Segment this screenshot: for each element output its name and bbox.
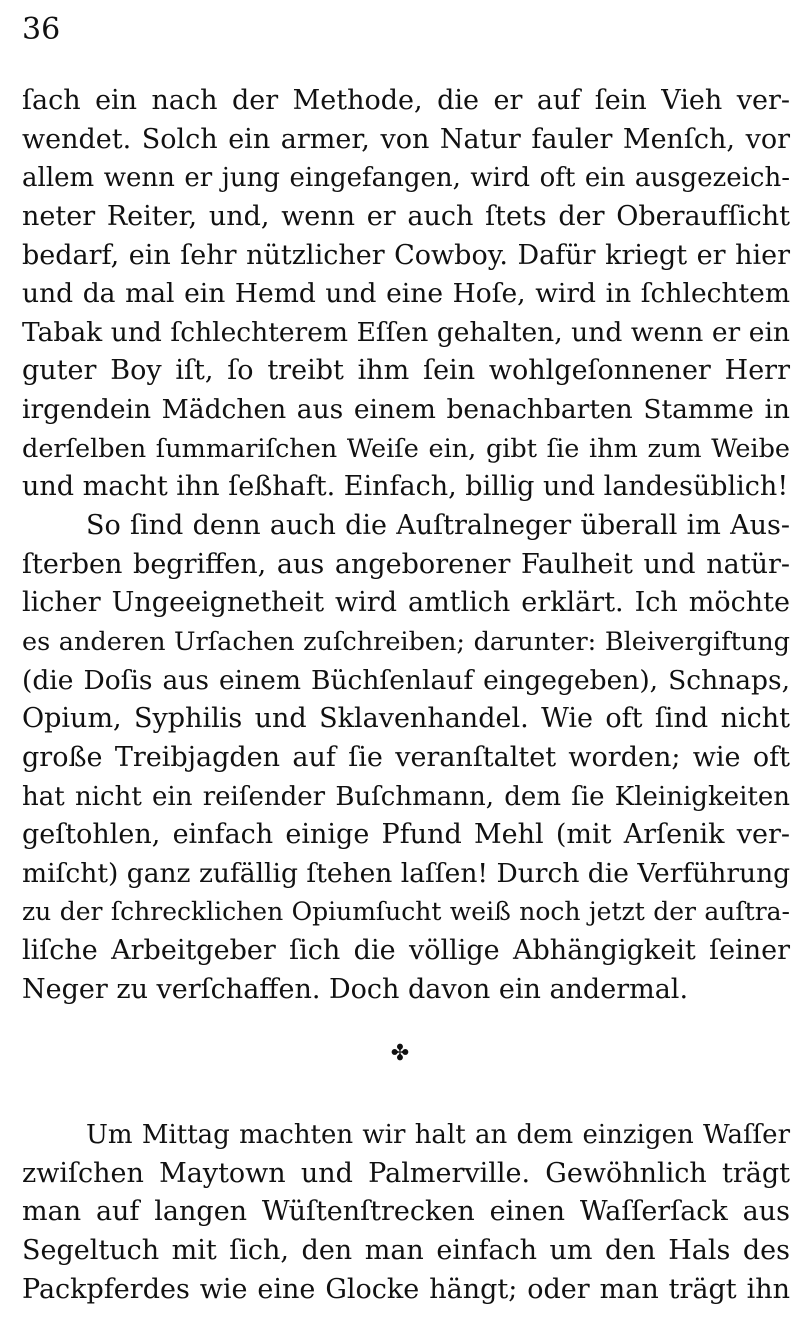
text-line: und da mal ein Hemd und eine Hoſe, wird in ſchlechtem	[22, 278, 790, 310]
text-line: liſche Arbeitgeber ſich die völlige Abhängigkeit ſeiner	[22, 935, 790, 967]
text-line: Segeltuch mit ſich, den man einfach um den Hals des	[22, 1234, 790, 1266]
text-line: ſterben begriffen, aus angeborener Faulheit und natür-	[22, 548, 790, 580]
text-line: allem wenn er jung eingefangen, wird oft ein ausgezeich-	[22, 163, 790, 194]
text-line: neter Reiter, und, wenn er auch ſtets der Oberaufſicht	[22, 200, 790, 232]
text-line: Packpferdes wie eine Glocke hängt; oder man trägt ihn	[22, 1273, 790, 1305]
text-line: Neger zu verſchaffen. Doch davon ein andermal.	[22, 973, 689, 1005]
text-line: man auf langen Wüſtenſtrecken einen Waſſerſack aus	[22, 1196, 790, 1228]
text-line: Opium, Syphilis und Sklavenhandel. Wie oft ſind nicht	[22, 703, 790, 735]
text-line: derſelben ſummariſchen Weiſe ein, gibt ſie ihm zum Weibe	[22, 433, 790, 464]
text-line: zu der ſchrecklichen Opiumſucht weiß noch jetzt der auſtra-	[22, 897, 790, 927]
text-line: große Treibjagden auf ſie veranſtaltet worden; wie oft	[22, 741, 790, 773]
text-line: Um Mittag machten wir halt an dem einzigen Waſſer	[86, 1120, 790, 1150]
text-line: zwiſchen Maytown und Palmerville. Gewöhnlich trägt	[22, 1157, 790, 1189]
text-line: Tabak und ſchlechterem Eſſen gehalten, und wenn er ein	[22, 316, 790, 348]
text-line: hat nicht ein reiſender Buſchmann, dem ſie Kleinigkeiten	[22, 781, 790, 812]
text-line: geſtohlen, einfach einige Pfund Mehl (mit Arſenik ver-	[22, 819, 790, 851]
text-line: guter Boy iſt, ſo treibt ihm ſein wohlgeſonnener Herr	[22, 355, 790, 387]
section-separator-ornament: ✤	[390, 1041, 410, 1066]
text-line: (die Doſis aus einem Büchſenlauf eingegeben), Schnaps,	[22, 664, 790, 696]
text-line: wendet. Solch ein armer, von Natur fauler Menſch, vor	[22, 123, 790, 155]
text-line: ſach ein nach der Methode, die er auf ſein Vieh ver-	[22, 85, 790, 116]
text-block-bottom	[22, 1116, 790, 1309]
text-line: So ſind denn auch die Auſtralneger überall im Aus-	[86, 510, 790, 542]
text-line: licher Ungeeignetheit wird amtlich erklärt. Ich möchte	[22, 587, 790, 619]
text-line: es anderen Urſachen zuſchreiben; darunter: Bleivergiftung	[22, 626, 790, 657]
page-number: 36	[22, 12, 61, 47]
text-line: und macht ihn ſeßhaft. Einfach, billig und landesüblich!	[22, 471, 789, 503]
text-line: bedarf, ein ſehr nützlicher Cowboy. Dafür kriegt er hier	[22, 239, 790, 271]
text-block-top	[22, 82, 790, 1009]
text-line: miſcht) ganz zufällig ſtehen laſſen! Durch die Verführung	[22, 857, 791, 889]
text-line: irgendein Mädchen aus einem benachbarten Stamme in	[22, 394, 790, 426]
